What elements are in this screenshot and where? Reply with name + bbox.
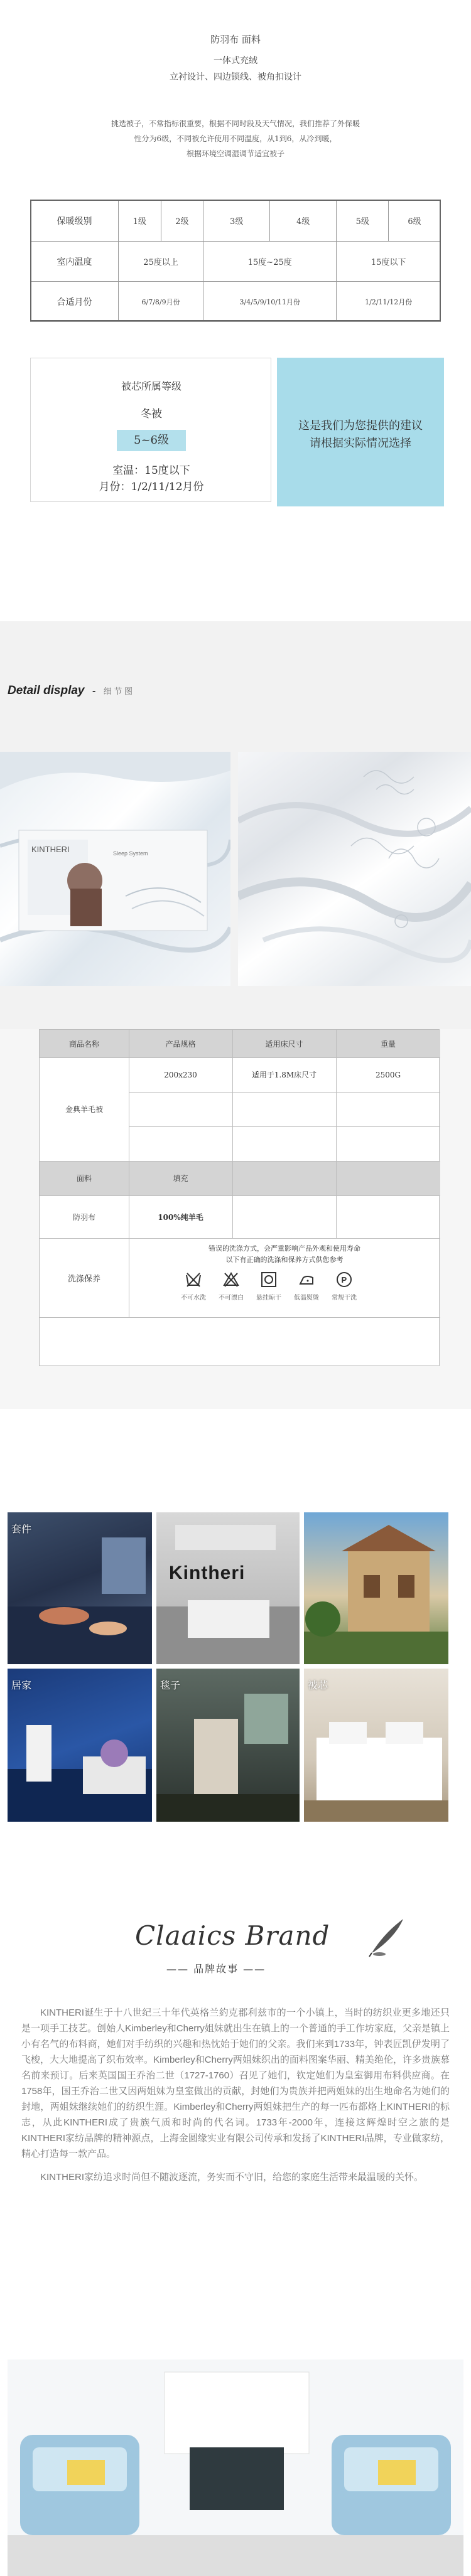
care-label: 低温熨烫 bbox=[294, 1295, 319, 1301]
grid-line bbox=[129, 1126, 440, 1127]
svg-text:Sleep System: Sleep System bbox=[113, 850, 148, 857]
header-spec: 产品规格 bbox=[165, 1039, 196, 1049]
features-text: 立衬设计、四边锁线、被角扣设计 bbox=[170, 72, 301, 82]
fabric-label: 防羽布 面料 bbox=[210, 34, 261, 45]
detail-subtitle: 细 节 图 bbox=[103, 687, 133, 696]
fill-head: 填充 bbox=[173, 1174, 188, 1183]
quilt-package-art bbox=[0, 752, 230, 986]
scene-label-home: 居家 bbox=[11, 1681, 32, 1691]
grid-line bbox=[40, 1317, 440, 1318]
scene-label-set: 套件 bbox=[11, 1524, 32, 1535]
wash-note-2: 以下有正确的洗涤和保养方式供您参考 bbox=[225, 1256, 344, 1264]
note-line-1: 挑选被子，不常指标很重要，根据不同时段及天气情况，我们推荐了外保暖 bbox=[111, 119, 360, 128]
living-room-art bbox=[8, 2360, 463, 2576]
grade-cell: 1级 bbox=[119, 200, 161, 242]
product-info-table bbox=[39, 1029, 440, 1366]
grade-cell: 5级 bbox=[337, 200, 389, 242]
note-line-3: 根据环境空调湿调节适宜被子 bbox=[186, 149, 284, 158]
grid-line bbox=[40, 1195, 440, 1196]
temp-text: 室温：15度以下 bbox=[112, 464, 190, 477]
detail-title: Detail display bbox=[8, 684, 85, 697]
home-scene bbox=[8, 1669, 152, 1822]
product-info-area bbox=[0, 1029, 471, 1409]
wash-head: 洗涤保养 bbox=[67, 1274, 100, 1284]
brand-script-title: Claaics Brand bbox=[135, 1920, 330, 1951]
fabric-head: 面料 bbox=[76, 1174, 92, 1183]
brand-logo: Kintheri bbox=[169, 1563, 246, 1583]
bed-size-value: 适用于1.8M床尺寸 bbox=[251, 1071, 317, 1079]
level-title: 被芯所属等级 bbox=[121, 380, 181, 392]
care-label: 不可漂白 bbox=[219, 1295, 244, 1301]
fill-value: 100%纯羊毛 bbox=[158, 1212, 203, 1222]
months-text: 月份：1/2/11/12月份 bbox=[99, 481, 204, 493]
brand-paragraph: KINTHERI诞生于十八世纪三十年代英格兰約克郡利兹市的一个小镇上，当时的纺织业更多地还只是一项手工技艺。创始人Kimberley和Cherry姐妹就出生在镇上的一个普通的手工作坊家庭，父亲是镇上小有名气的布料商，她们对手纺织的兴趣和热忱始于她们的父亲。我们来到1733年，钟表匠凯伊发明了飞梭，大大地提高了织布效率。Kimberley和Cherry两姐妹织出的面料图案华丽、精美绝伦，许多贵族慕名前来预订。后来英国国王乔治二世（1727-1760）召见了她们，钦定她们为皇室御用布料供应商。在1758年，国王乔治二世又因两姐妹为皇室做出的贡献，封她们为贵族并把两姐妹的出生地命名为她们的封地，两姐妹继续她们的纺织生涯。Kimberley和Cherry两姐妹把生产的每一匹布都烙上KINTHERI的标志，从此KINTHERI成了贵族气质和时尚的代名词。1733年-2000年，连接这辉煌时空之旅的是KINTHERI家纺品牌的精神源点，上海金圆缘实业有限公司传承和发扬了KINTHERI品牌，专业做家纺，精心打造每一款产品。 bbox=[21, 2007, 450, 2159]
grid-line bbox=[40, 1161, 440, 1162]
detail-section bbox=[0, 621, 471, 1409]
care-label: 悬挂晾干 bbox=[256, 1295, 281, 1301]
month-row-head: 合适月份 bbox=[31, 282, 119, 322]
grade-cell: 3级 bbox=[203, 200, 270, 242]
brand-backdrop-art bbox=[156, 1512, 300, 1664]
grade-pill: 5~6级 bbox=[117, 430, 186, 451]
svg-text:KINTHERI: KINTHERI bbox=[31, 845, 70, 854]
bedding-set-scene bbox=[8, 1512, 152, 1664]
quilt-package-photo bbox=[0, 752, 230, 986]
grid-line bbox=[336, 1030, 337, 1238]
grid-line bbox=[232, 1030, 233, 1238]
fabric-value: 防羽布 bbox=[72, 1212, 95, 1222]
scene-label-quilt: 被芯 bbox=[308, 1681, 328, 1691]
low-iron-icon bbox=[298, 1271, 315, 1288]
villa-scene bbox=[304, 1512, 448, 1664]
grade-cell: 4级 bbox=[270, 200, 337, 242]
dash-divider: - bbox=[92, 686, 96, 697]
detail-header bbox=[8, 684, 133, 698]
temp-row-head: 室内温度 bbox=[31, 242, 119, 282]
no-wash-icon bbox=[185, 1271, 202, 1288]
header-weight: 重量 bbox=[380, 1039, 396, 1049]
grade-cell: 2级 bbox=[161, 200, 203, 242]
grid-line bbox=[40, 1057, 440, 1058]
table-row bbox=[31, 242, 441, 282]
month-cell: 3/4/5/9/10/11月份 bbox=[203, 282, 337, 322]
care-label: 常规干洗 bbox=[332, 1295, 357, 1301]
recommend-left-box bbox=[30, 358, 271, 502]
header-product-name: 商品名称 bbox=[68, 1039, 99, 1049]
scene-label-blanket: 毯子 bbox=[160, 1681, 181, 1691]
wash-note-1: 错误的洗涤方式，会严重影响产品外观和使用寿命 bbox=[208, 1244, 360, 1253]
month-cell: 6/7/8/9月份 bbox=[119, 282, 203, 322]
blanket-scene bbox=[156, 1669, 300, 1822]
care-label: 不可水洗 bbox=[181, 1295, 206, 1301]
temp-cell: 25度以上 bbox=[119, 242, 203, 282]
dry-clean-icon bbox=[336, 1271, 352, 1288]
hang-dry-icon bbox=[261, 1271, 277, 1288]
product-name: 金典羊毛被 bbox=[65, 1105, 103, 1114]
brand-paragraph: KINTHERI家纺追求时尚但不随波逐流，务实而不守旧，给您的家庭生活带来最温暖的关怀。 bbox=[40, 2172, 424, 2183]
table-row bbox=[31, 282, 441, 322]
brand-story-section bbox=[0, 1892, 471, 2576]
fabric-closeup-photo bbox=[238, 752, 471, 986]
grid-line bbox=[129, 1092, 440, 1093]
scene-section bbox=[0, 1409, 471, 1892]
season-text: 冬被 bbox=[141, 408, 162, 420]
weight-value: 2500G bbox=[375, 1070, 401, 1079]
advice-line-2: 请根据实际情况选择 bbox=[310, 437, 411, 450]
month-cell: 1/2/11/12月份 bbox=[337, 282, 441, 322]
brand-logo-scene bbox=[156, 1512, 300, 1664]
intro-section bbox=[0, 0, 471, 621]
temp-cell: 15度~25度 bbox=[203, 242, 337, 282]
grid-line bbox=[40, 1238, 440, 1239]
recommend-right-box bbox=[277, 358, 444, 506]
villa-art bbox=[304, 1512, 448, 1664]
spec-value: 200x230 bbox=[164, 1070, 197, 1079]
brand-story-text bbox=[21, 2005, 450, 2193]
svg-text:P: P bbox=[341, 1275, 347, 1285]
temp-cell: 15度以下 bbox=[337, 242, 441, 282]
note-line-2: 性分为6级，不同被允许使用不同温度，从1到6，从冷到暖， bbox=[134, 134, 337, 143]
warmth-grade-table bbox=[30, 200, 441, 322]
brand-subtitle: —— 品牌故事 —— bbox=[166, 1963, 266, 1975]
living-room-photo bbox=[8, 2360, 463, 2576]
grade-cell: 6级 bbox=[389, 200, 441, 242]
quill-pen-icon bbox=[365, 1914, 409, 1958]
header-bed-size: 适用床尺寸 bbox=[265, 1039, 303, 1049]
quilt-core-scene bbox=[304, 1669, 448, 1822]
no-bleach-icon bbox=[223, 1271, 239, 1288]
table-row bbox=[31, 200, 441, 242]
advice-line-1: 这是我们为您提供的建议 bbox=[298, 419, 423, 432]
fabric-texture-art bbox=[238, 752, 471, 986]
fill-label: 一体式充绒 bbox=[214, 56, 257, 66]
grade-row-head: 保暖级别 bbox=[31, 200, 119, 242]
